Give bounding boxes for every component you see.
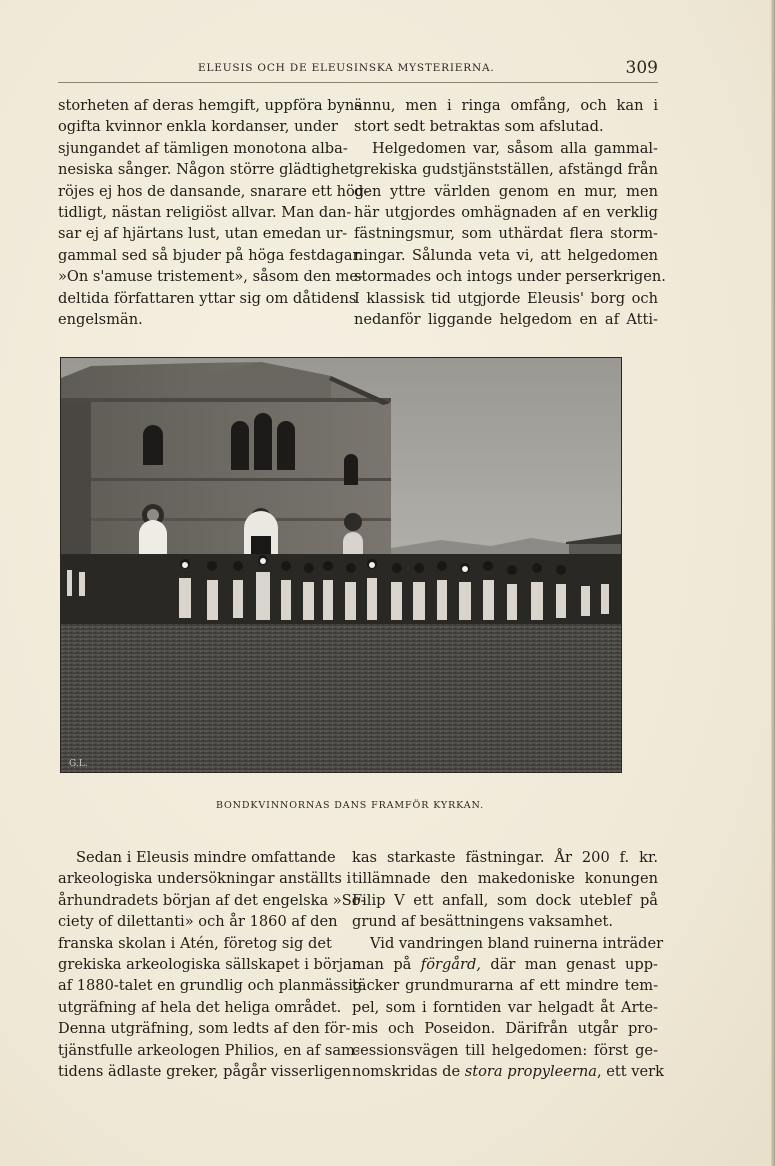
text-column-bottom-right <box>352 847 664 1082</box>
text-line: »On s'amuse tristement», såsom den me- <box>58 268 363 286</box>
text-line: ogifta kvinnor enkla kordanser, under <box>58 118 338 136</box>
text-fragment: nomskridas de <box>352 1063 461 1081</box>
text-line: mis och Poseidon. Därifrån utgår pro- <box>352 1020 658 1038</box>
text-line: här utgjordes omhägnaden af en verklig <box>354 204 658 222</box>
text-line: I klassisk tid utgjorde Eleusis' borg och <box>354 289 658 307</box>
text-column-top-left <box>58 95 370 330</box>
page-edge <box>771 0 775 1166</box>
church-dance-photograph <box>60 357 622 773</box>
text-line: utgräfning af hela det heliga området. <box>58 998 342 1016</box>
text-line: nedanför liggande helgedom en af Atti- <box>354 311 658 329</box>
text-line-italic <box>352 954 658 975</box>
text-fragment: man på <box>352 956 412 974</box>
running-header <box>58 58 658 80</box>
text-line: cessionsvägen till helgedomen: först ge- <box>352 1041 658 1059</box>
text-line: stormades och intogs under perserkrigen. <box>354 268 666 286</box>
text-line: grekiska arkeologiska sällskapet i början <box>58 956 362 974</box>
text-fragment: där man <box>480 956 557 974</box>
running-title: ELEUSIS OCH DE ELEUSINSKA MYSTERIERNA. <box>198 62 495 74</box>
text-line: stort sedt betraktas som afslutad. <box>354 118 604 136</box>
text-fragment: genast upp- <box>566 956 658 974</box>
text-line: Sedan i Eleusis mindre omfattande <box>76 849 336 866</box>
text-line-italic <box>352 1061 664 1082</box>
text-line: tidligt, nästan religiöst allvar. Man dan- <box>58 204 352 222</box>
church-building <box>61 362 391 558</box>
italic-term-propyleerna: stora propyleerna <box>464 1063 597 1081</box>
text-line: ännu, men i ringa omfång, och kan i <box>354 97 658 114</box>
text-line: grekiska gudstjänstställen, afstängd från <box>354 161 658 179</box>
text-line: Vid vandringen bland ruinerna inträder <box>370 934 664 952</box>
text-line: täcker grundmurarna af ett mindre tem- <box>352 977 658 995</box>
text-line: tjänstfulle arkeologen Philios, en af sam- <box>58 1041 360 1059</box>
text-line: fästningsmur, som uthärdat flera storm- <box>354 225 658 243</box>
text-line: århundradets början af det engelska »So- <box>58 891 366 909</box>
text-line: tidens ädlaste greker, pågår visserligen <box>58 1063 352 1081</box>
text-fragment: , ett verk <box>596 1063 664 1081</box>
text-line: storheten af deras hemgift, uppföra byns <box>58 97 362 114</box>
text-line: ningar. Sålunda veta vi, att helgedomen <box>354 246 658 264</box>
text-line: nesiska sånger. Någon större glädtighet <box>58 161 355 179</box>
page-number: 309 <box>625 58 658 78</box>
text-line: af 1880-talet en grundlig och planmässig <box>58 977 363 995</box>
text-line: sar ej af hjärtans lust, utan emedan ur- <box>58 225 348 243</box>
text-line: Denna utgräfning, som ledts af den för- <box>58 1020 351 1038</box>
text-line: engelsmän. <box>58 311 143 329</box>
text-line: arkeologiska undersökningar anställts i <box>58 870 352 888</box>
text-line: Filip V ett anfall, som dock uteblef på <box>352 891 658 909</box>
crowd-of-dancers <box>61 554 621 624</box>
italic-term-forgard: förgård, <box>420 956 481 974</box>
text-line: den yttre världen genom en mur, men <box>354 182 658 200</box>
text-line: ciety of dilettanti» och år 1860 af den <box>58 913 338 931</box>
text-line: grund af besättningens vaksamhet. <box>352 913 614 931</box>
text-column-top-right <box>354 95 666 330</box>
header-rule <box>58 82 658 83</box>
text-line: sjungandet af tämligen monotona alba- <box>58 139 348 157</box>
text-line: deltida författaren yttar sig om dåtidens <box>58 289 357 307</box>
figure-caption: BONDKVINNORNAS DANS FRAMFÖR KYRKAN. <box>215 800 485 811</box>
text-line: röjes ej hos de dansande, snarare ett hög- <box>58 182 370 200</box>
text-column-bottom-left <box>58 847 366 1082</box>
text-line: franska skolan i Atén, företog sig det <box>58 934 332 952</box>
text-line: tillämnade den makedoniske konungen <box>352 870 658 888</box>
text-line: kas starkaste fästningar. År 200 f. kr. <box>352 849 658 866</box>
text-line: pel, som i forntiden var helgadt åt Arte- <box>352 998 658 1016</box>
artist-signature: G.L. <box>69 759 88 769</box>
text-line: Helgedomen var, såsom alla gammal- <box>372 139 658 157</box>
text-line: gammal sed så bjuder på höga festdagar. <box>58 246 363 264</box>
